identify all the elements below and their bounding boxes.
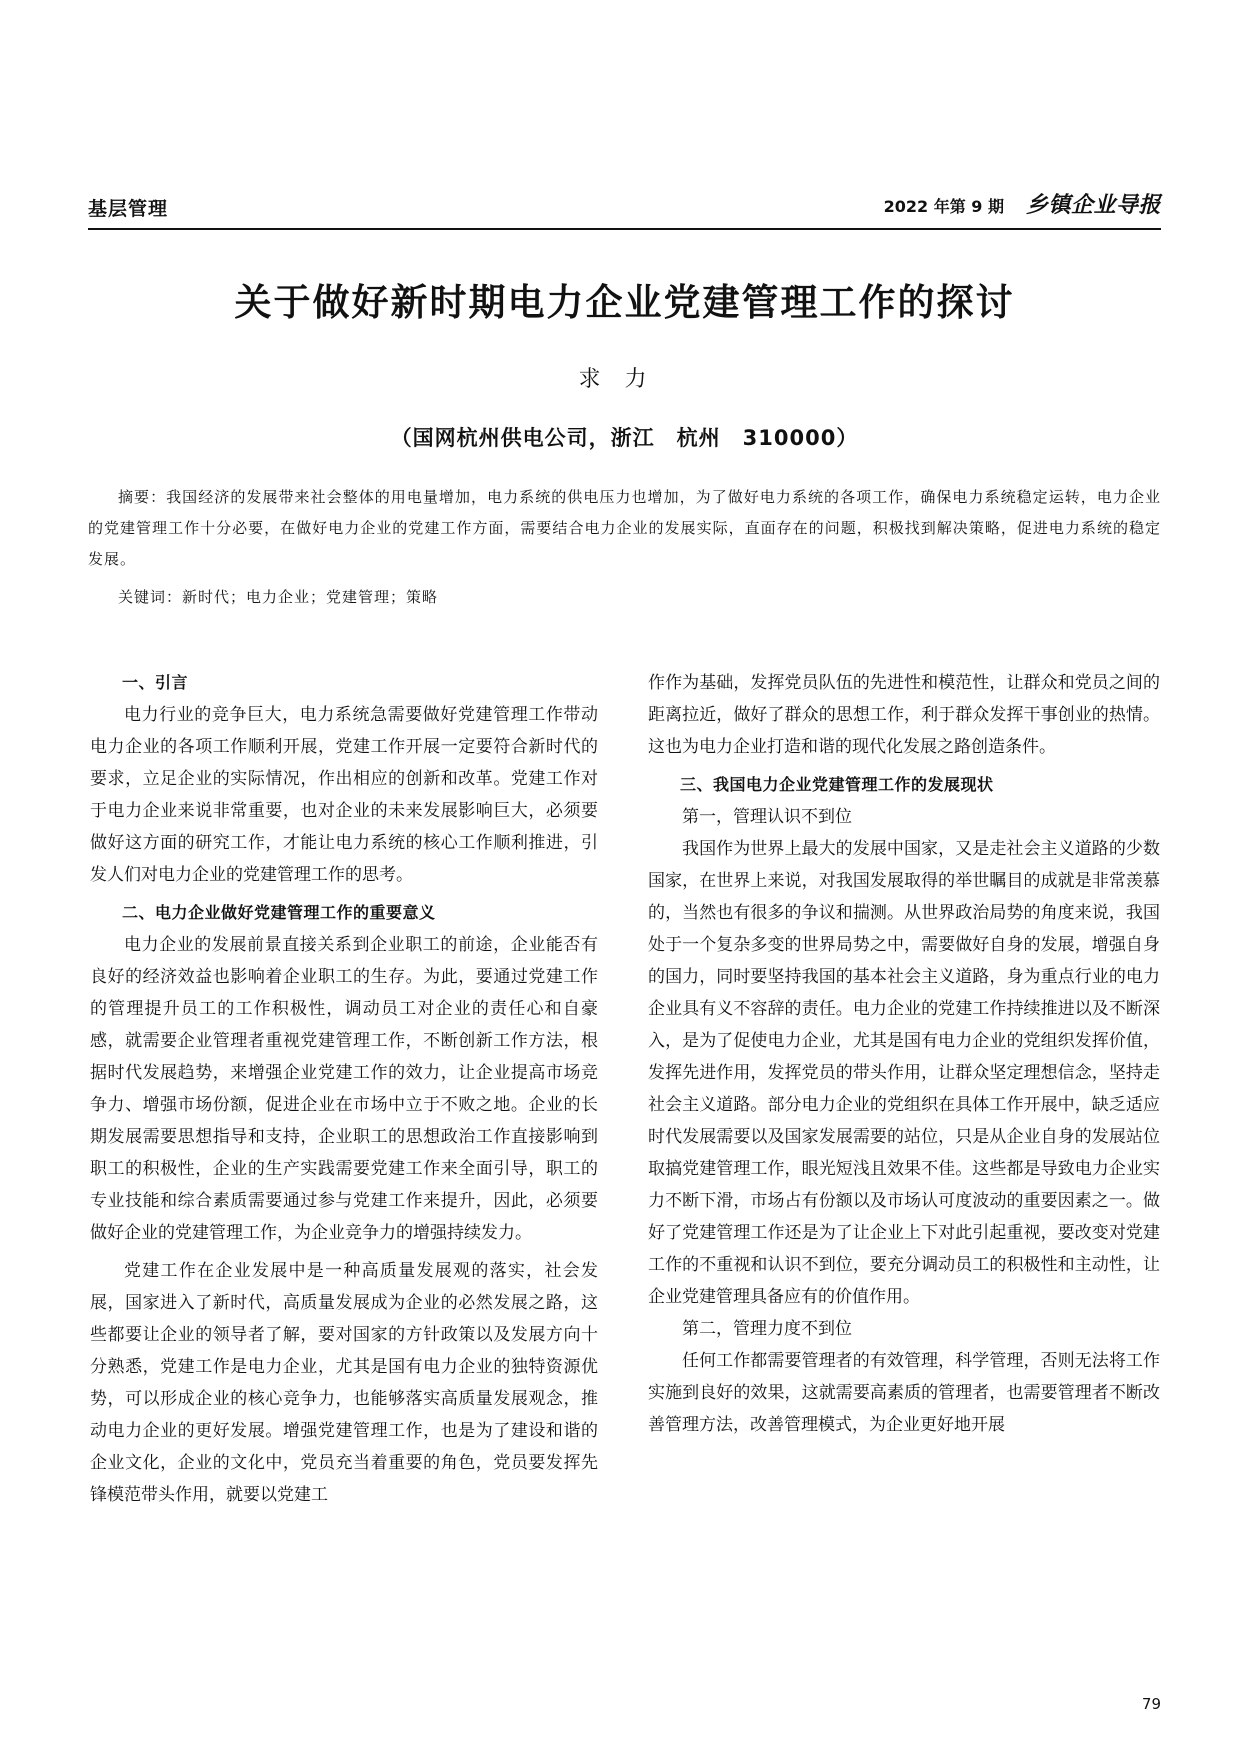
author-name: 求力: [578, 367, 671, 392]
left-column: [90, 667, 598, 1511]
journal-name: 乡镇企业导报: [1025, 193, 1161, 218]
issue-label: 2022 年第 9 期: [883, 197, 1004, 216]
body-paragraph: 电力企业的发展前景直接关系到企业职工的前途，企业能否有良好的经济效益也影响着企业职工的生存。为此，要通过党建工作的管理提升员工的工作积极性，调动员工对企业的责任心和自豪感，就需要企业管理者重视党建管理工作，不断创新工作方法，根据时代发展趋势，来增强企业党建工作的效力，让企业提高市场竞争力、增强市场份额，促进企业在市场中立于不败之地。企业的长期发展需要思想指导和支持，企业职工的思想政治工作直接影响到职工的积极性，企业的生产实践需要党建工作来全面引导，职工的专业技能和综合素质需要通过参与党建工作来提升，因此，必须要做好企业的党建管理工作，为企业竞争力的增强持续发力。: [90, 935, 598, 1243]
body-paragraph: 电力行业的竞争巨大，电力系统急需要做好党建管理工作带动电力企业的各项工作顺利开展，党建工作开展一定要符合新时代的要求，立足企业的实际情况，作出相应的创新和改革。党建工作对于电力企业来说非常重要，也对企业的未来发展影响巨大，必须要做好这方面的研究工作，才能让电力系统的核心工作顺利推进，引发人们对电力企业的党建管理工作的思考。: [90, 705, 598, 885]
section-heading-significance: 二、电力企业做好党建管理工作的重要意义: [122, 903, 436, 922]
subheading-cognition: 第一，管理认识不到位: [682, 807, 852, 827]
right-column: [648, 667, 1160, 1441]
author-affiliation: （国网杭州供电公司，浙江 杭州 310000）: [390, 426, 859, 450]
body-paragraph: 任何工作都需要管理者的有效管理，科学管理，否则无法将工作实施到良好的效果，这就需要高素质的管理者，也需要管理者不断改善管理方法，改善管理模式，为企业更好地开展: [648, 1351, 1160, 1435]
article-title: 关于做好新时期电力企业党建管理工作的探讨: [234, 281, 1015, 324]
subheading-intensity: 第二，管理力度不到位: [682, 1319, 852, 1339]
body-paragraph-continued: 作作为基础，发挥党员队伍的先进性和模范性，让群众和党员之间的距离拉近，做好了群众的思想工作，利于群众发挥干事创业的热情。这也为电力企业打造和谐的现代化发展之路创造条件。: [648, 673, 1160, 757]
keywords: 关键词：新时代；电力企业；党建管理；策略: [118, 588, 439, 606]
body-paragraph: 我国作为世界上最大的发展中国家，又是走社会主义道路的少数国家，在世界上来说，对我国发展取得的举世瞩目的成就是非常羡慕的，当然也有很多的争议和揣测。从世界政治局势的角度来说，我国处于一个复杂多变的世界局势之中，需要做好自身的发展，增强自身的国力，同时要坚持我国的基本社会主义道路，身为重点行业的电力企业具有义不容辞的责任。电力企业的党建工作持续推进以及不断深入，是为了促使电力企业，尤其是国有电力企业的党组织发挥价值，发挥先进作用，发挥党员的带头作用，让群众坚定理想信念，坚持走社会主义道路。部分电力企业的党组织在具体工作开展中，缺乏适应时代发展需要以及国家发展需要的站位，只是从企业自身的发展站位取搞党建管理工作，眼光短浅且效果不佳。这些都是导致电力企业实力不断下滑，市场占有份额以及市场认可度波动的重要因素之一。做好了党建管理工作还是为了让企业上下对此引起重视，要改变对党建工作的不重视和认识不到位，要充分调动员工的积极性和主动性，让企业党建管理具备应有的价值作用。: [648, 839, 1160, 1307]
header-right: [884, 188, 1161, 219]
section-label: 基层管理: [88, 198, 169, 220]
running-header: [88, 188, 1161, 230]
section-heading-status: 三、我国电力企业党建管理工作的发展现状: [680, 775, 994, 794]
body-paragraph: 党建工作在企业发展中是一种高质量发展观的落实，社会发展，国家进入了新时代，高质量发展成为企业的必然发展之路，这些都要让企业的领导者了解，要对国家的方针政策以及发展方向十分熟悉，党建工作是电力企业，尤其是国有电力企业的独特资源优势，可以形成企业的核心竞争力，也能够落实高质量发展观念，推动电力企业的更好发展。增强党建管理工作，也是为了建设和谐的企业文化，企业的文化中，党员充当着重要的角色，党员要发挥先锋模范带头作用，就要以党建工: [90, 1261, 598, 1505]
abstract: 摘要：我国经济的发展带来社会整体的用电量增加，电力系统的供电压力也增加，为了做好电力系统的各项工作，确保电力系统稳定运转，电力企业的党建管理工作十分必要，在做好电力企业的党建工作方面，需要结合电力企业的发展实际，直面存在的问题，积极找到解决策略，促进电力系统的稳定发展。: [88, 488, 1161, 568]
section-heading-introduction: 一、引言: [122, 673, 189, 692]
page-number: 79: [1141, 1695, 1161, 1713]
